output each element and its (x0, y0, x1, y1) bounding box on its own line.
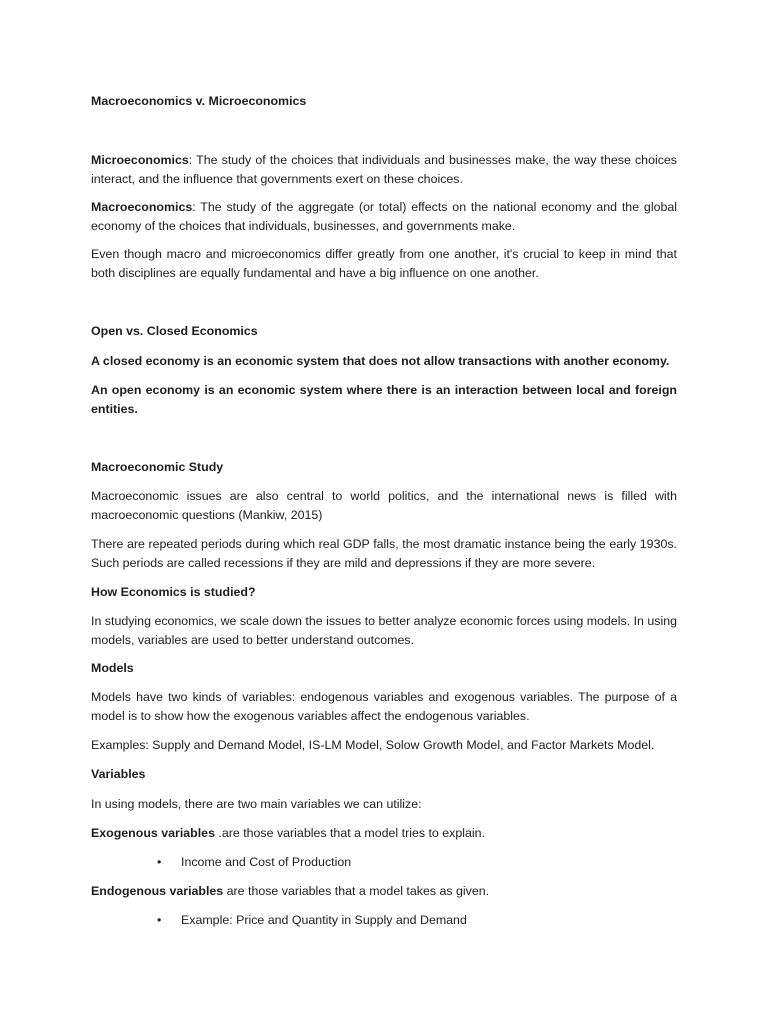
exogenous-term: Exogenous variables (91, 826, 215, 840)
macro-definition: : The study of the aggregate (or total) effects on the national economy and the global economy of the choices that individuals, businesses, and governments make. (91, 200, 677, 233)
endogenous-term: Endogenous variables (91, 884, 224, 898)
endogenous-paragraph (91, 882, 677, 901)
micro-paragraph (91, 151, 677, 189)
exogenous-bullet-marker: • (157, 855, 162, 869)
doc-title-text: Macroeconomics v. Microeconomics (91, 94, 307, 108)
how-paragraph: In studying economics, we scale down the issues to better analyze economic forces using models. In using models, variables are used to better understand outcomes. (91, 614, 677, 647)
endogenous-bullet-text: Example: Price and Quantity in Supply and Demand (181, 913, 467, 927)
how-heading: How Economics is studied? (91, 585, 256, 599)
micro-term: Microeconomics (91, 153, 189, 167)
macro-paragraph (91, 198, 677, 236)
variables-heading: Variables (91, 767, 146, 781)
endogenous-bullet-marker: • (157, 913, 162, 927)
models-paragraph: Models have two kinds of variables: endogenous variables and exogenous variables. The purpose of a model is to show how the exogenous variables affect the endogenous variables. (91, 690, 677, 723)
exogenous-paragraph (91, 824, 677, 843)
open-closed-heading: Open vs. Closed Economics (91, 324, 258, 338)
closed-economy-definition: A closed economy is an economic system that does not allow transactions with another economy. (91, 354, 670, 368)
examples-paragraph: Examples: Supply and Demand Model, IS-LM Model, Solow Growth Model, and Factor Markets Model. (91, 738, 655, 752)
exogenous-bullet-text: Income and Cost of Production (181, 855, 352, 869)
doc-title (91, 92, 677, 111)
models-heading: Models (91, 661, 134, 675)
gdp-paragraph: There are repeated periods during which real GDP falls, the most dramatic instance being the early 1930s. Such periods are called recessions if they are mild and depressions if they are more severe. (91, 537, 677, 570)
study-paragraph: Macroeconomic issues are also central to world politics, and the international news is filled with macroeconomic questions (Mankiw, 2015) (91, 489, 677, 522)
micro-definition: : The study of the choices that individuals and businesses make, the way these choices interact, and the influence that governments exert on these choices. (91, 153, 677, 186)
macro-term: Macroeconomics (91, 200, 193, 214)
exogenous-definition: .are those variables that a model tries to explain. (214, 826, 485, 840)
endogenous-definition: are those variables that a model takes as given. (223, 884, 490, 898)
study-heading: Macroeconomic Study (91, 460, 224, 474)
differ-paragraph: Even though macro and microeconomics differ greatly from one another, it's crucial to keep in mind that both disciplines are equally fundamental and have a big influence on one another. (91, 247, 677, 280)
variables-paragraph: In using models, there are two main variables we can utilize: (91, 797, 422, 811)
open-economy-definition: An open economy is an economic system where there is an interaction between local and foreign entities. (91, 383, 677, 416)
